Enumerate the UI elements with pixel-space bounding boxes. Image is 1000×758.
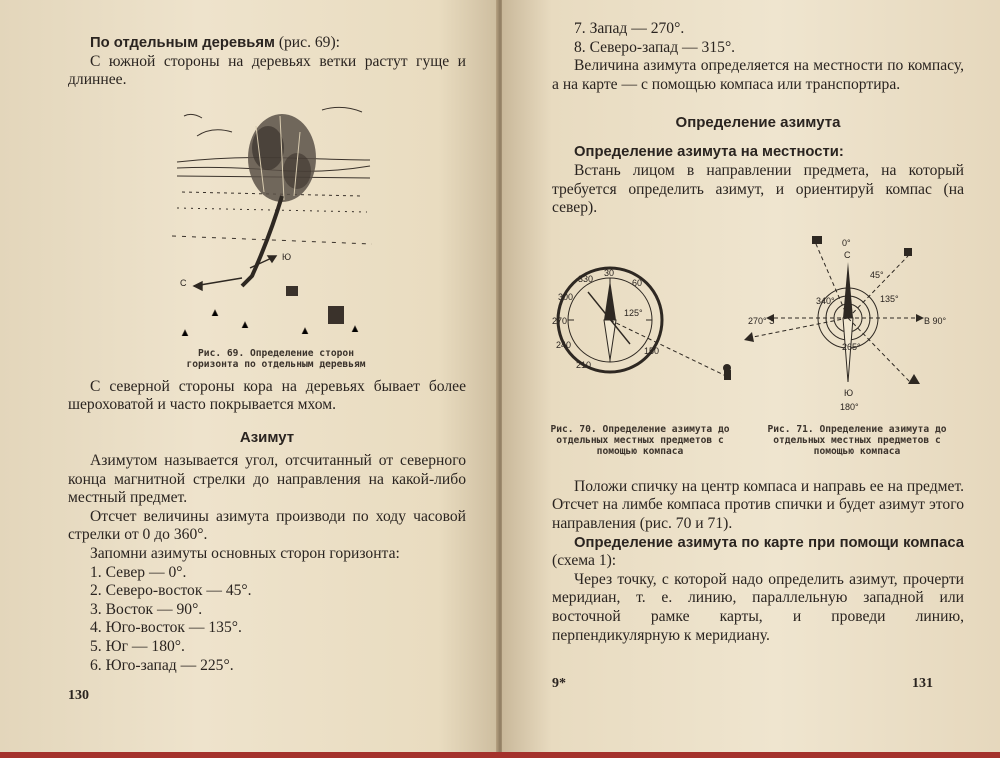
map-ref: (схема 1):	[552, 552, 617, 570]
section-title: Определение азимута	[675, 114, 841, 132]
south-letter: Ю	[844, 388, 854, 398]
stump-large	[328, 306, 344, 324]
dial-mark: 330	[578, 274, 594, 284]
remember-text: Запомни азимуты основных сторон горизонта:	[90, 544, 400, 562]
north-degree: 0°	[842, 238, 851, 248]
marker-object	[744, 332, 754, 342]
terrain-heading-text: Определение азимута на местности:	[574, 144, 844, 161]
azimuth-list-left	[68, 564, 466, 676]
dial-mark: 125°	[624, 308, 643, 318]
terrain-text: Встань лицом в направлении предмета, на который требуется определить азимут, и ориентируй компас (на север).	[552, 161, 964, 217]
azimuth-definition: Азимутом называется угол, отсчитанный от северного конца магнитной стрелки до направления на какой-либо местный предмет.	[68, 451, 466, 507]
west-label: 270° З	[748, 316, 775, 326]
list-item: 7. Запад — 270°.	[574, 20, 685, 37]
needle-south	[604, 320, 616, 360]
house-object	[812, 236, 822, 244]
dial-mark: 210	[576, 360, 592, 370]
map-text: Через точку, с которой надо определить азимут, прочерти меридиан, т. е. линию, параллельную западной или восточной рамке карты, и проведи линию, перпендикулярную к меридиану.	[552, 570, 964, 644]
dial-mark: 150	[644, 346, 660, 356]
book-edge	[0, 752, 1000, 758]
fig70-caption: Рис. 70. Определение азимута до отдельных местных предметов с помощью компаса	[550, 424, 730, 457]
target-object	[723, 364, 731, 380]
match-text: Положи спичку на центр компаса и направь ее на предмет. Отсчет на лимбе компаса против спички и будет азимут этого направления (рис. 70 и 71).	[552, 477, 964, 532]
tower-object	[908, 374, 920, 384]
magnitude-text: Величина азимута определяется на местности по компасу, а на карте — с помощью компаса или транспортира.	[552, 57, 964, 93]
list-item: 6. Юго-запад — 225°.	[90, 656, 234, 674]
list-item: 2. Северо-восток — 45°.	[90, 582, 252, 600]
dial-mark: 270	[552, 316, 568, 326]
list-item: 5. Юг — 180°.	[90, 637, 185, 655]
fig69-caption: Рис. 69. Определение сторон горизонта по отдельным деревьям	[186, 348, 366, 370]
angle-45: 45°	[870, 270, 884, 280]
stump	[286, 286, 298, 296]
angle-265: 265°	[842, 342, 861, 352]
trees-ref: (рис. 69):	[274, 34, 340, 51]
azimuth-list-right	[552, 20, 964, 57]
south-label: С	[180, 278, 187, 288]
trees-paragraph	[68, 34, 466, 53]
page-number-left: 130	[68, 688, 89, 703]
list-item: 4. Юго-восток — 135°.	[90, 619, 242, 637]
azimuth-title: Азимут	[239, 428, 295, 446]
compass-dial	[548, 262, 738, 412]
tree-crown	[248, 114, 316, 202]
azimuth-directions	[742, 232, 952, 412]
dial-mark: 300	[558, 292, 574, 302]
angle-135: 135°	[880, 294, 899, 304]
north-letter: С	[844, 250, 851, 260]
angle-340: 340°	[816, 296, 835, 306]
list-item: 1. Север — 0°.	[90, 563, 187, 581]
dial-mark: 60	[632, 278, 643, 288]
tree-object	[904, 248, 912, 256]
north-bark-text: С северной стороны кора на деревьях бывает более шероховатой и часто покрывается мхом.	[68, 377, 466, 414]
list-item: 3. Восток — 90°.	[90, 600, 203, 618]
azimuth-count-text: Отсчет величины азимута производи по ходу часовой стрелки от 0 до 360°.	[68, 507, 466, 544]
north-label: Ю	[282, 252, 292, 262]
page-number-right: 131	[912, 676, 933, 691]
east-label: В 90°	[924, 316, 947, 326]
trees-heading: По отдельным деревьям	[90, 35, 275, 51]
map-heading: Определение азимута по карте при помощи компаса	[574, 534, 964, 551]
list-item: 8. Северо-запад — 315°.	[574, 38, 736, 56]
tree-illustration	[172, 96, 372, 346]
terrain-heading	[552, 143, 964, 162]
dial-mark: 240	[556, 340, 572, 350]
signature-mark: 9*	[552, 676, 566, 691]
trees-text: С южной стороны на деревьях ветки растут гуще и длиннее.	[68, 52, 466, 89]
south-degree: 180°	[840, 402, 859, 412]
dial-mark: 30	[604, 268, 615, 278]
map-paragraph	[552, 534, 964, 571]
fig71-caption: Рис. 71. Определение азимута до отдельных местных предметов с помощью компаса	[767, 424, 947, 457]
